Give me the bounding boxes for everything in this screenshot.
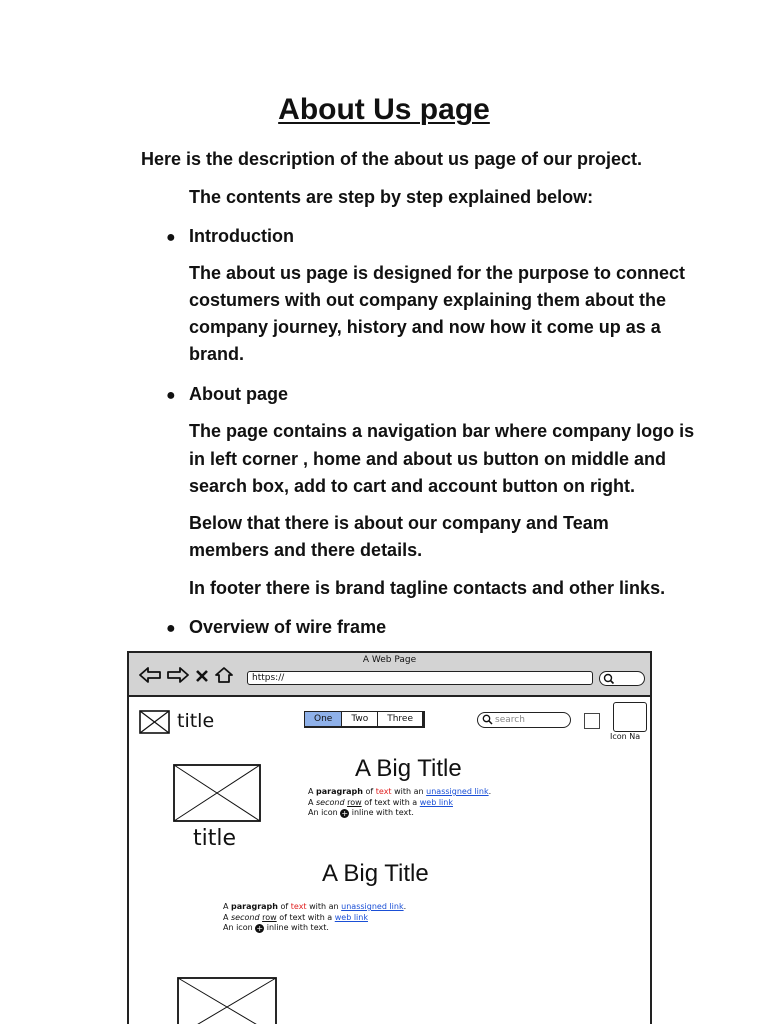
close-icon (195, 668, 209, 687)
introduction-line: brand. (189, 344, 245, 364)
about-line: search box, add to cart and account button on right. (189, 476, 636, 496)
back-arrow-icon (139, 667, 161, 687)
about-line: The page contains a navigation bar where company logo is (189, 421, 695, 441)
window-title: A Web Page (362, 655, 417, 665)
bullet-wireframe: Overview of wire frame (189, 617, 387, 637)
bullet-dot: ● (166, 229, 176, 246)
about-line: in left corner , home and about us button on middle and (189, 449, 666, 469)
search-go-button (599, 671, 645, 686)
big-title: A Big Title (322, 860, 429, 887)
image-placeholder-icon (173, 764, 261, 822)
home-icon (215, 667, 233, 687)
search-placeholder: search (495, 715, 525, 725)
web-link: web link (419, 797, 453, 807)
checkbox (584, 713, 600, 729)
steps-paragraph: The contents are step by step explained below: (189, 187, 594, 207)
bullet-about-page: About page (189, 384, 288, 404)
paragraph-line: An icon + inline with text. (308, 808, 414, 818)
introduction-line: costumers with out company explaining them about the (189, 290, 667, 310)
introduction-line: The about us page is designed for the purpose to connect (189, 263, 686, 283)
url-field: https:// (247, 671, 593, 685)
intro-paragraph: Here is the description of the about us page of our project. (141, 149, 643, 169)
big-title: A Big Title (355, 755, 462, 782)
below-line: Below that there is about our company and Team (189, 513, 609, 533)
wireframe-mockup (127, 651, 652, 1024)
forward-arrow-icon (167, 667, 189, 687)
logo-placeholder-icon (139, 710, 170, 734)
unassigned-link: unassigned link (341, 902, 404, 911)
browser-nav-icons (139, 667, 233, 687)
web-link: web link (334, 912, 368, 922)
bullet-dot: ● (166, 387, 176, 404)
document-title: About Us page (278, 93, 490, 126)
search-icon (482, 714, 493, 725)
search-icon (603, 673, 615, 685)
plus-icon: + (256, 924, 264, 933)
footer-line: In footer there is brand tagline contacts and other links. (189, 578, 666, 598)
paragraph-line: A second row of text with a web link (308, 797, 453, 807)
image-title: title (193, 826, 237, 851)
paragraph-line: An icon + inline with text. (223, 923, 329, 933)
search-box (477, 712, 571, 728)
introduction-line: company journey, history and now how it come up as a (189, 317, 661, 337)
unassigned-link: unassigned link (426, 787, 489, 796)
icon-placeholder (613, 702, 647, 732)
paragraph-block (308, 787, 491, 819)
below-line: members and there details. (189, 540, 423, 560)
tab-three: Three (378, 712, 422, 726)
logo-title: title (177, 710, 215, 732)
tab-one: One (305, 712, 342, 726)
plus-icon: + (341, 809, 349, 818)
tab-two: Two (342, 712, 378, 726)
paragraph-block (223, 902, 406, 934)
paragraph-line: A second row of text with a web link (223, 912, 368, 922)
paragraph-line: A paragraph of text with an unassigned link. (223, 902, 407, 911)
browser-toolbar (129, 653, 650, 697)
paragraph-line: A paragraph of text with an unassigned link. (308, 787, 492, 796)
bullet-introduction: Introduction (189, 226, 294, 246)
icon-label: Icon Na (610, 732, 641, 741)
tab-bar (304, 711, 425, 728)
bullet-dot: ● (166, 620, 176, 637)
image-placeholder-icon (177, 977, 277, 1024)
